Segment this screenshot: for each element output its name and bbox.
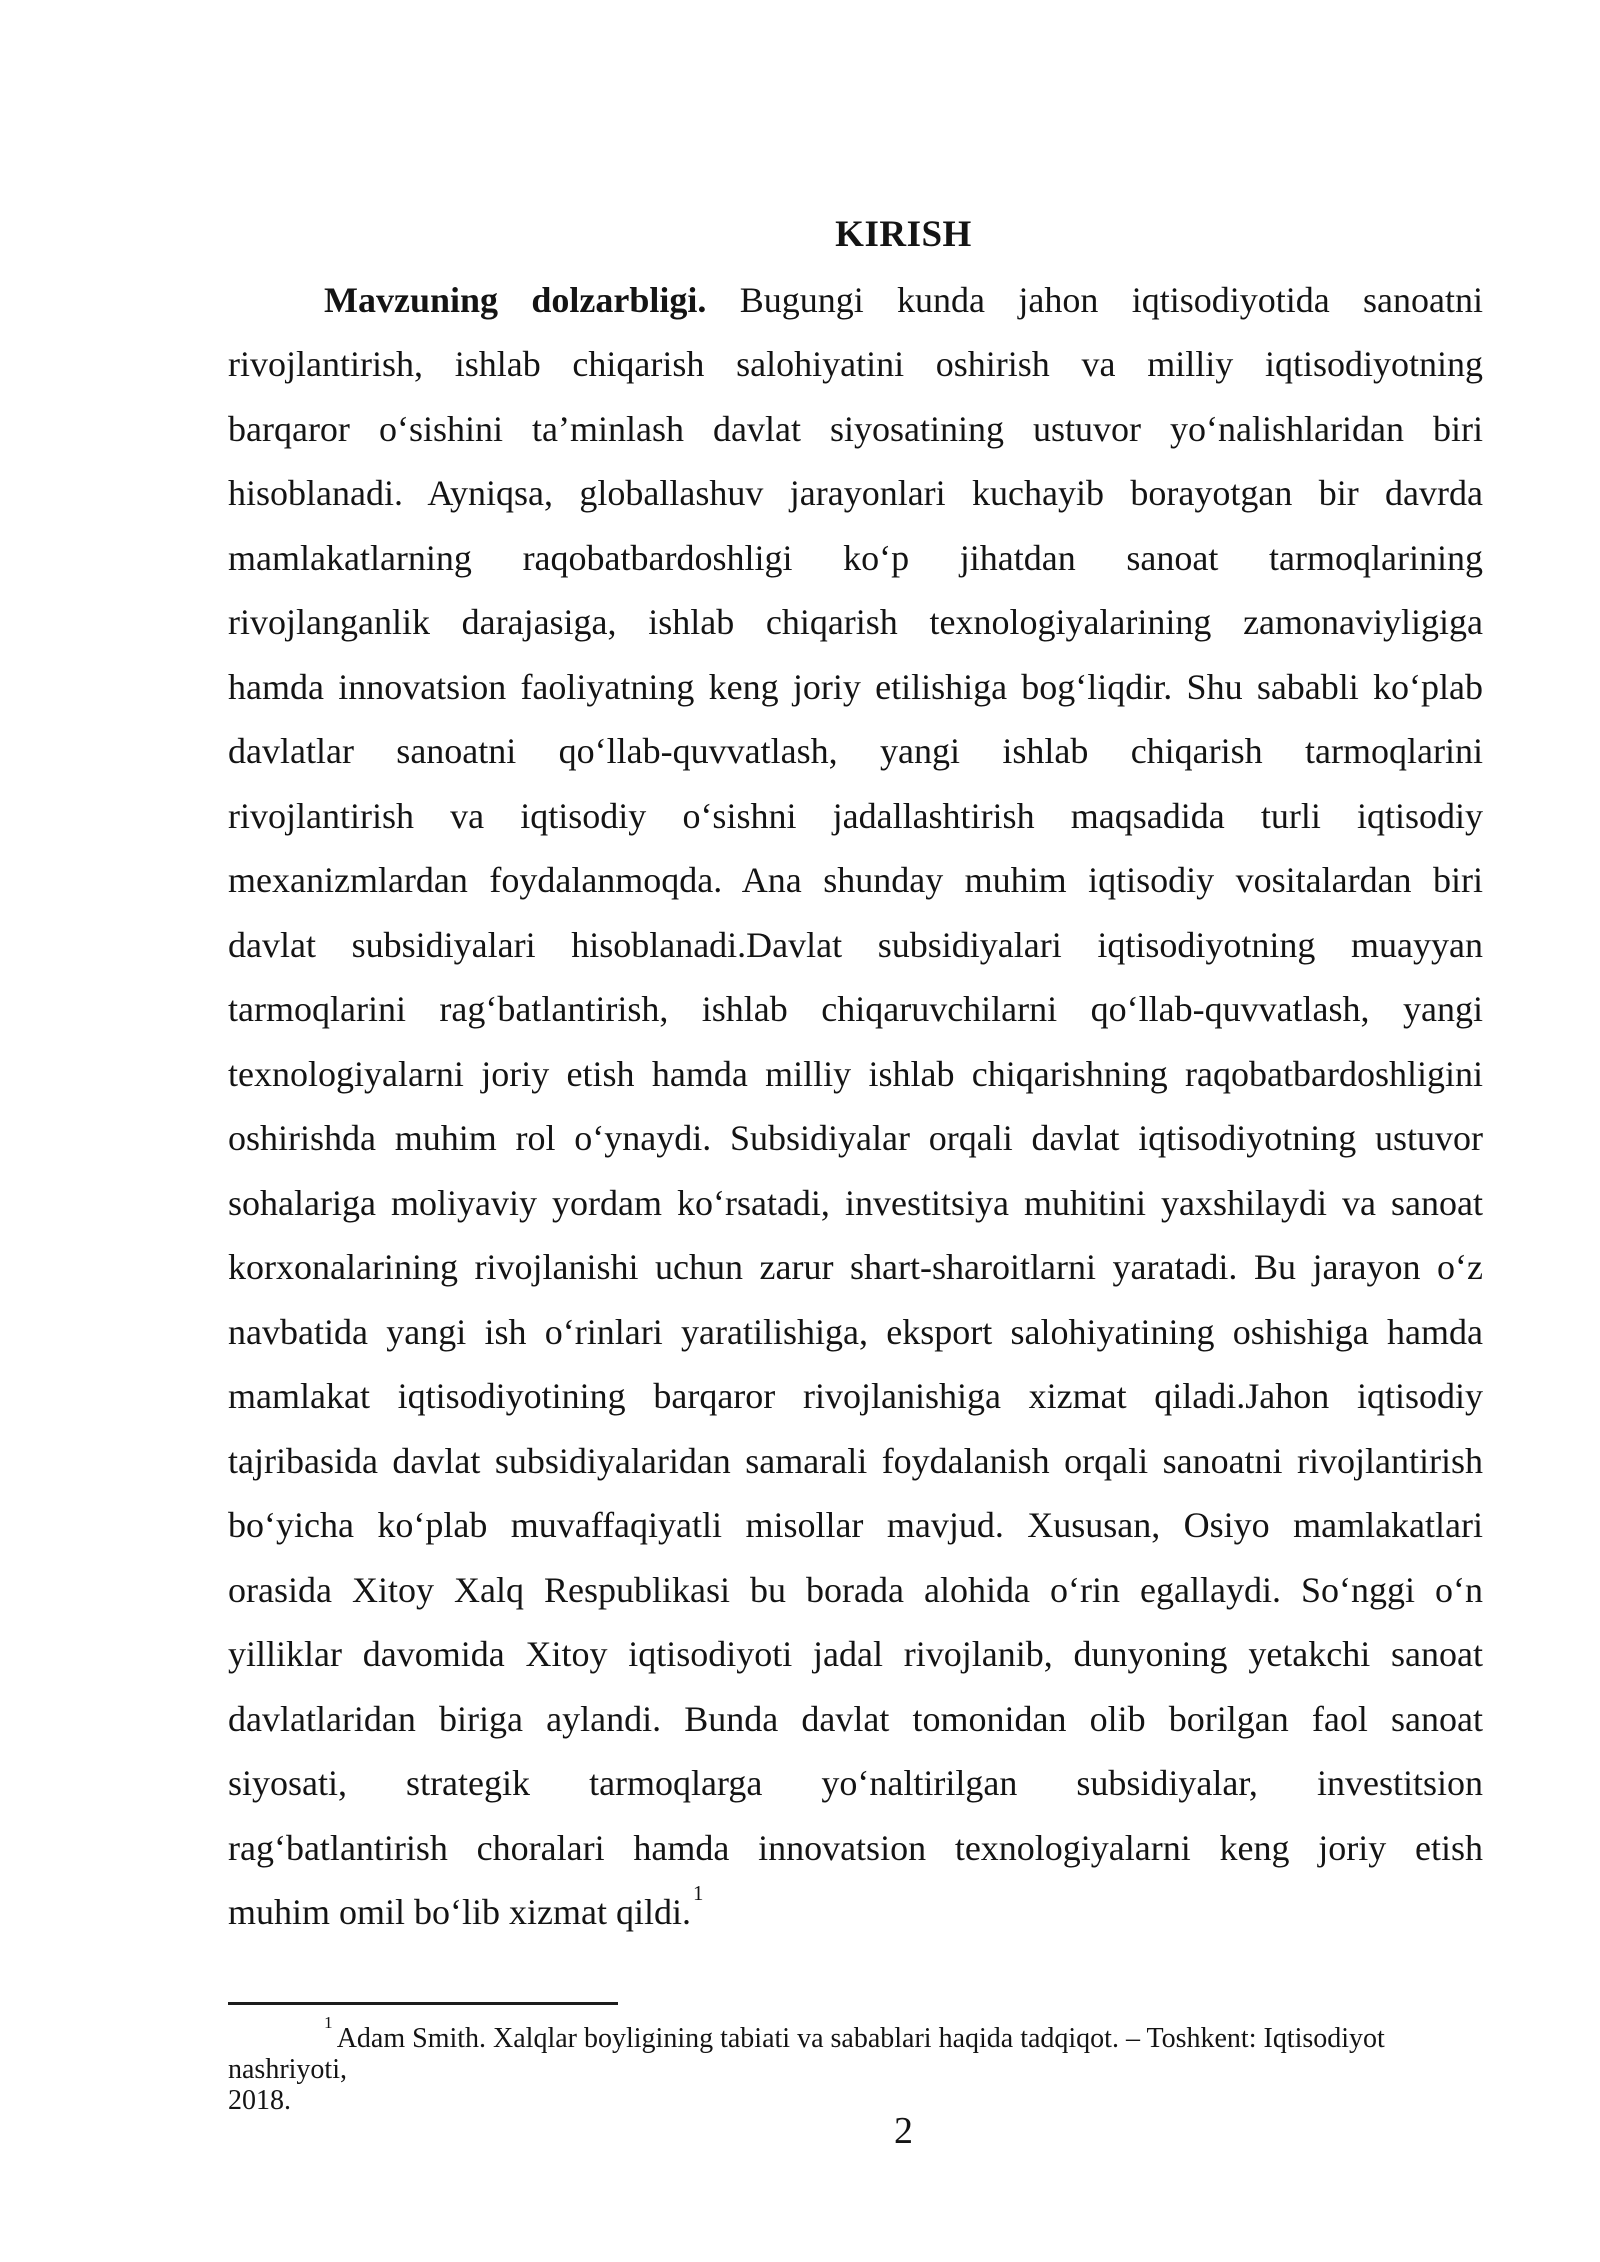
- body-line: korxonalarining rivojlanishi uchun zarur shart-sharoitlarni yaratadi. Bu jarayon o‘z: [228, 1247, 1483, 1287]
- body-line: davlatlaridan biriga aylandi. Bunda davlat tomonidan olib borilgan faol sanoat: [228, 1698, 1483, 1739]
- body-line: rivojlantirish, ishlab chiqarish salohiyatini oshirish va milliy iqtisodiyotning: [228, 344, 1483, 384]
- body-line: siyosati, strategik tarmoqlarga yo‘naltirilgan subsidiyalar, investitsion: [228, 1763, 1483, 1803]
- footnote-reference: 1: [692, 1880, 704, 1905]
- body-line: navbatida yangi ish o‘rinlari yaratilishiga, eksport salohiyatining oshishiga hamda: [228, 1311, 1483, 1352]
- footnote-separator: [228, 2002, 618, 2005]
- body-line: mexanizmlardan foydalanmoqda. Ana shunday muhim iqtisodiy vositalardan biri: [228, 860, 1483, 900]
- page-number: 2: [894, 2109, 913, 2152]
- footnote-marker: 1: [324, 2012, 333, 2032]
- footnote-line-1: [228, 2012, 1483, 2085]
- body-line: barqaror o‘sishini ta’minlash davlat siyosatining ustuvor yo‘nalishlaridan biri: [228, 408, 1483, 449]
- footnote-block: [228, 2002, 1483, 2116]
- body-line: hamda innovatsion faoliyatning keng joriy etilishiga bog‘liqdir. Shu sababli ko‘plab: [228, 666, 1483, 707]
- body-line: rag‘batlantirish choralari hamda innovatsion texnologiyalarni keng joriy etish: [228, 1827, 1483, 1868]
- body-line: orasida Xitoy Xalq Respublikasi bu borada alohida o‘rin egallaydi. So‘nggi o‘n: [228, 1569, 1483, 1610]
- body-line: yilliklar davomida Xitoy iqtisodiyoti jadal rivojlanib, dunyoning yetakchi sanoat: [228, 1634, 1483, 1674]
- body-paragraph: [228, 268, 1483, 1945]
- footnote-text: Adam Smith. Xalqlar boyligining tabiati va sabablari haqida tadqiqot. – Toshkent: Iqtisodiyot nashriyoti,: [228, 2022, 1385, 2085]
- body-line: rivojlantirish va iqtisodiy o‘sishni jadallashtirish maqsadida turli iqtisodiy: [228, 795, 1483, 836]
- body-line: Mavzuning dolzarbligi. Bugungi kunda jahon iqtisodiyotida sanoatni: [324, 279, 1483, 320]
- body-line: oshirishda muhim rol o‘ynaydi. Subsidiyalar orqali davlat iqtisodiyotning ustuvor: [228, 1118, 1483, 1158]
- body-line: davlat subsidiyalari hisoblanadi.Davlat subsidiyalari iqtisodiyotning muayyan: [228, 924, 1483, 965]
- body-line: muhim omil bo‘lib xizmat qildi.$^1$: [228, 1880, 704, 1932]
- body-line: sohalariga moliyaviy yordam ko‘rsatadi, investitsiya muhitini yaxshilaydi va sanoat: [228, 1182, 1483, 1223]
- body-line: mamlakatlarning raqobatbardoshligi ko‘p jihatdan sanoat tarmoqlarining: [228, 537, 1483, 578]
- body-line: bo‘yicha ko‘plab muvaffaqiyatli misollar mavjud. Xususan, Osiyo mamlakatlari: [228, 1505, 1483, 1545]
- body-line: hisoblanadi. Ayniqsa, globallashuv jarayonlari kuchayib borayotgan bir davrda: [228, 473, 1483, 513]
- body-line: mamlakat iqtisodiyotining barqaror rivojlanishiga xizmat qiladi.Jahon iqtisodiy: [228, 1376, 1483, 1416]
- body-lead: Mavzuning dolzarbligi.: [324, 279, 707, 320]
- body-line: tajribasida davlat subsidiyalaridan samarali foydalanish orqali sanoatni rivojlantirish: [228, 1440, 1483, 1481]
- body-line: tarmoqlarini rag‘batlantirish, ishlab chiqaruvchilarni qo‘llab-quvvatlash, yangi: [228, 989, 1483, 1029]
- footnote-line-2: 2018.: [228, 2084, 291, 2116]
- page-title: KIRISH: [835, 214, 972, 255]
- body-line: rivojlanganlik darajasiga, ishlab chiqarish texnologiyalarining zamonaviyligiga: [228, 602, 1483, 642]
- body-line: texnologiyalarni joriy etish hamda milliy ishlab chiqarishning raqobatbardoshligini: [228, 1053, 1483, 1094]
- body-line: davlatlar sanoatni qo‘llab-quvvatlash, yangi ishlab chiqarish tarmoqlarini: [228, 731, 1483, 771]
